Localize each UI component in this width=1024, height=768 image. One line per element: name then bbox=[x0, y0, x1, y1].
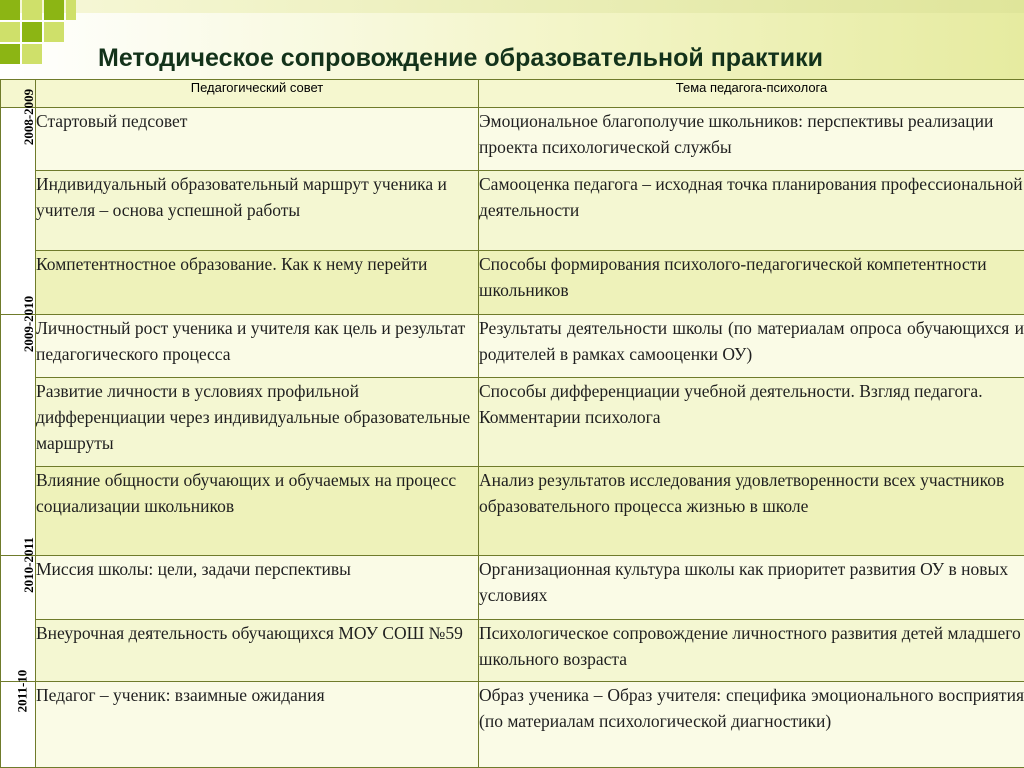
year-label: 2011-10 bbox=[14, 669, 30, 713]
council-cell: Влияние общности обучающих и обучаемых на процесс социализации школьников bbox=[36, 467, 479, 556]
table-row bbox=[1, 251, 1024, 315]
table-row bbox=[1, 620, 1024, 682]
year-cell-2011-10 bbox=[1, 669, 36, 768]
header-psychologist-topic: Тема педагога-психолога bbox=[479, 80, 1024, 108]
methodology-table bbox=[0, 79, 1024, 768]
topic-cell: Психологическое сопровождение личностного развития детей младшего школьного возраста bbox=[479, 620, 1024, 682]
council-cell: Миссия школы: цели, задачи перспективы bbox=[36, 556, 479, 620]
year-cell-2010-2011 bbox=[1, 537, 36, 682]
table-header-row bbox=[1, 80, 1024, 108]
year-label: 2008-2009 bbox=[21, 88, 37, 146]
topic-cell: Способы формирования психолого-педагогической компетентности школьников bbox=[479, 251, 1024, 315]
council-cell: Педагог – ученик: взаимные ожидания bbox=[36, 682, 479, 768]
council-cell: Развитие личности в условиях профильной дифференциации через индивидуальные образовательные маршруты bbox=[36, 378, 479, 467]
topic-cell: Анализ результатов исследования удовлетворенности всех участников образовательного процесса жизнью в школе bbox=[479, 467, 1024, 556]
council-cell: Компетентностное образование. Как к нему перейти bbox=[36, 251, 479, 315]
year-cell-2009-2010 bbox=[1, 295, 37, 556]
topic-cell: Самооценка педагога – исходная точка планирования профессиональной деятельности bbox=[479, 171, 1024, 251]
topic-cell: Результаты деятельности школы (по материалам опроса обучающихся и родителей в рамках самооценки ОУ) bbox=[479, 315, 1024, 378]
council-cell: Индивидуальный образовательный маршрут ученика и учителя – основа успешной работы bbox=[36, 171, 479, 251]
header-council: Педагогический совет bbox=[36, 80, 479, 108]
header-top-stripe bbox=[0, 0, 1024, 13]
page-title: Методическое сопровождение образовательной практики bbox=[98, 44, 823, 72]
table-row bbox=[1, 467, 1024, 556]
table-row bbox=[1, 556, 1024, 620]
table-row bbox=[1, 315, 1024, 378]
year-label: 2010-2011 bbox=[20, 537, 36, 593]
topic-cell: Образ ученика – Образ учителя: специфика эмоционального восприятия (по материалам психологической диагностики) bbox=[479, 682, 1024, 768]
table-row bbox=[1, 682, 1024, 768]
council-cell: Личностный рост ученика и учителя как цель и результат педагогического процесса bbox=[36, 315, 479, 378]
table-row bbox=[1, 171, 1024, 251]
topic-cell: Эмоциональное благополучие школьников: перспективы реализации проекта психологической службы bbox=[479, 108, 1024, 171]
table-row bbox=[1, 108, 1024, 171]
table-row bbox=[1, 378, 1024, 467]
council-cell: Стартовый педсовет bbox=[36, 108, 479, 171]
year-cell-2008-2009 bbox=[1, 88, 37, 315]
council-cell: Внеурочная деятельность обучающихся МОУ СОШ №59 bbox=[36, 620, 479, 682]
topic-cell: Организационная культура школы как приоритет развития ОУ в новых условиях bbox=[479, 556, 1024, 620]
topic-cell: Способы дифференциации учебной деятельности. Взгляд педагога. Комментарии психолога bbox=[479, 378, 1024, 467]
year-label: 2009-2010 bbox=[21, 295, 37, 353]
decorative-squares-logo bbox=[0, 0, 90, 70]
